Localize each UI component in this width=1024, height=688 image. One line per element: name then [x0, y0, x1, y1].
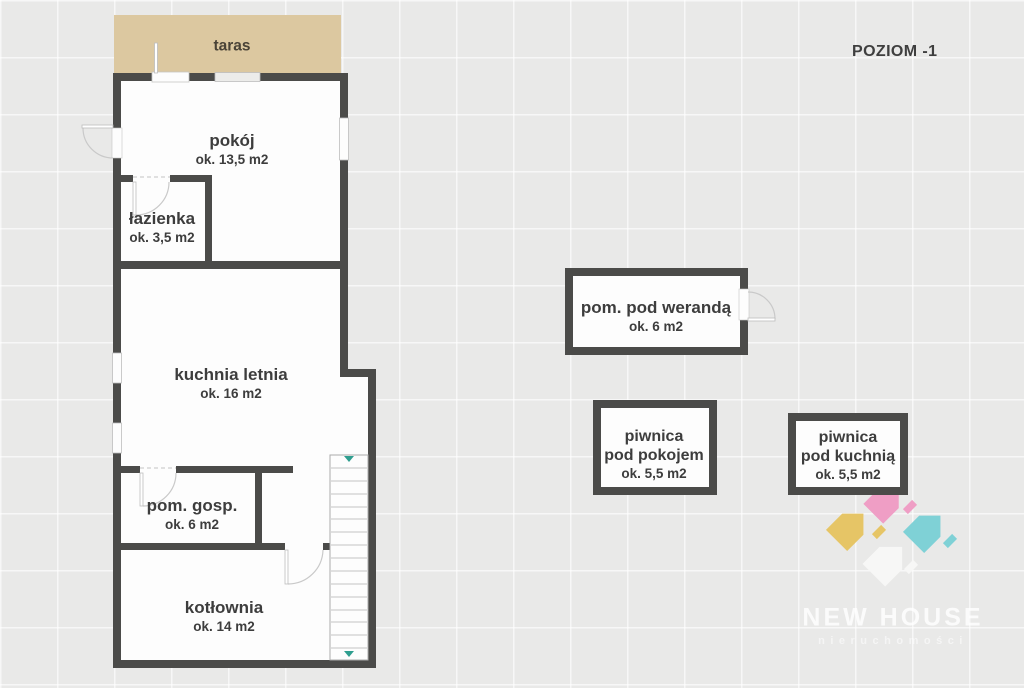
room-area: ok. 5,5 m2 — [621, 466, 687, 482]
room-name: kuchnia letnia — [174, 365, 288, 385]
agency-logo-subtitle: nieruchomości — [818, 635, 968, 647]
door-weranda-icon — [739, 289, 775, 321]
room-area: ok. 13,5 m2 — [195, 152, 269, 168]
room-name: kotłownia — [184, 598, 264, 618]
room-name: piwnica — [624, 428, 684, 446]
room-label-pom-pod-weranda — [581, 298, 731, 336]
room-area: ok. 16 m2 — [200, 386, 262, 402]
room-name: pokój — [209, 131, 255, 151]
room-name: pom. pod werandą — [580, 298, 732, 318]
room-name: pom. gosp. — [146, 496, 238, 516]
room-label-piwnica-pod-pokojem — [604, 427, 704, 483]
window-top-icon — [215, 73, 260, 82]
wall-divider — [121, 261, 340, 269]
window-left-2-icon — [113, 423, 122, 453]
room-label-pom-gosp — [147, 496, 238, 534]
room-label-kuchnia-letnia — [174, 365, 287, 403]
room-area: ok. 3,5 m2 — [129, 230, 195, 246]
room-label-kotlownia — [185, 598, 263, 636]
staircase — [330, 455, 368, 660]
room-label-lazienka — [129, 209, 195, 247]
room-name-line2: pod pokojem — [604, 447, 704, 465]
wall-bottom — [113, 660, 376, 668]
window-left-1-icon — [113, 353, 122, 383]
agency-logo-brand: NEW HOUSE — [802, 603, 984, 632]
room-name-line2: pod kuchnią — [800, 448, 896, 466]
room-label-pokoj — [196, 131, 269, 169]
door-entrance-icon — [82, 125, 122, 158]
wall-right-lower — [368, 369, 376, 668]
level-label: POZIOM -1 — [852, 43, 938, 60]
room-area: ok. 6 m2 — [628, 319, 684, 335]
room-area: ok. 14 m2 — [193, 619, 255, 635]
wall-bathroom-right — [205, 175, 212, 268]
room-name: piwnica — [818, 429, 878, 447]
room-label-piwnica-pod-kuchnia — [801, 428, 895, 484]
window-right-icon — [340, 118, 349, 160]
wall-utility-right — [255, 466, 262, 550]
room-area: ok. 5,5 m2 — [815, 467, 881, 483]
room-name: łazienka — [128, 209, 196, 229]
room-area: ok. 6 m2 — [164, 517, 220, 533]
terrace-label: taras — [213, 37, 251, 55]
